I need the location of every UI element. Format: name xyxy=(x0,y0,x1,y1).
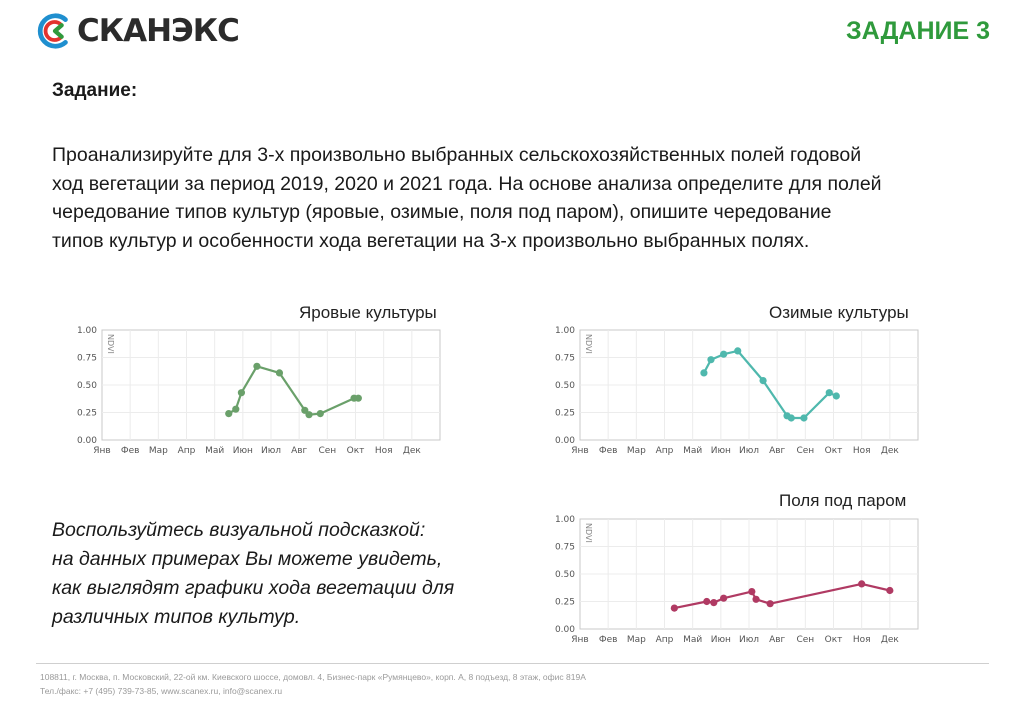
data-point xyxy=(752,596,759,603)
x-tick-label: Мар xyxy=(148,446,168,456)
x-tick-label: Фев xyxy=(120,446,140,456)
x-tick-label: Июл xyxy=(738,446,760,456)
x-tick-label: Май xyxy=(683,635,703,645)
x-tick-label: Май xyxy=(205,446,225,456)
x-tick-label: Дек xyxy=(880,635,899,645)
y-tick-label: 0.50 xyxy=(554,570,575,580)
logo-text: СКАНЭКС xyxy=(77,13,239,49)
y-axis-label: NDVI xyxy=(584,334,593,354)
data-point xyxy=(710,599,717,606)
x-tick-label: Фев xyxy=(598,446,618,456)
data-point xyxy=(225,410,232,417)
y-tick-label: 0.25 xyxy=(76,408,97,419)
data-point xyxy=(720,351,727,358)
y-tick-label: 0.00 xyxy=(76,436,97,446)
x-tick-label: Ноя xyxy=(852,446,871,456)
data-point xyxy=(734,347,741,354)
y-tick-label: 0.50 xyxy=(554,381,575,391)
data-point xyxy=(833,392,840,399)
footer xyxy=(40,670,586,698)
x-tick-label: Фев xyxy=(598,635,618,645)
data-point xyxy=(703,598,710,605)
data-point xyxy=(826,389,833,396)
x-tick-label: Июн xyxy=(710,446,731,456)
hint-line: Воспользуйтесь визуальной подсказкой: xyxy=(52,519,426,541)
chart-title-spring: Яровые культуры xyxy=(299,303,437,322)
x-tick-label: Сен xyxy=(796,446,815,456)
x-tick-label: Июн xyxy=(232,446,253,456)
y-tick-label: 0.75 xyxy=(554,542,575,553)
data-point xyxy=(800,414,807,421)
chart-title-fallow: Поля под паром xyxy=(779,491,907,510)
x-tick-label: Апр xyxy=(655,446,674,456)
x-tick-label: Сен xyxy=(796,635,815,645)
data-point xyxy=(276,369,283,376)
x-tick-label: Янв xyxy=(571,635,589,645)
x-tick-label: Янв xyxy=(93,446,111,456)
scanex-logo-icon xyxy=(36,12,74,50)
task-description xyxy=(52,141,982,255)
chart-title-winter: Озимые культуры xyxy=(769,303,909,322)
data-point xyxy=(788,414,795,421)
y-tick-label: 1.00 xyxy=(554,326,575,336)
x-tick-label: Авг xyxy=(291,446,308,456)
x-tick-label: Июл xyxy=(738,635,760,645)
data-point xyxy=(305,411,312,418)
data-point xyxy=(317,410,324,417)
x-tick-label: Окт xyxy=(346,446,365,456)
y-tick-label: 0.50 xyxy=(76,381,97,391)
task-line: типов культур и особенности хода вегетации на 3-х произвольно выбранных полях. xyxy=(52,229,810,252)
x-tick-label: Сен xyxy=(318,446,337,456)
hint-line: как выглядят графики хода вегетации для xyxy=(52,577,455,599)
y-tick-label: 0.75 xyxy=(76,353,97,364)
x-tick-label: Ноя xyxy=(852,635,871,645)
data-point xyxy=(253,363,260,370)
y-tick-label: 0.00 xyxy=(554,436,575,446)
hint-line: на данных примерах Вы можете увидеть, xyxy=(52,548,443,570)
x-tick-label: Янв xyxy=(571,446,589,456)
data-point xyxy=(707,356,714,363)
footer-address: 108811, г. Москва, п. Московский, 22-ой км. Киевского шоссе, домовл. 4, Бизнес-парк «Румянцево», корп. А, 8 подъезд, 8 этаж, офис 819А xyxy=(40,672,586,682)
x-tick-label: Дек xyxy=(880,446,899,456)
x-tick-label: Окт xyxy=(824,635,843,645)
task-line: чередование типов культур (яровые, озимые, поля под паром), опишите чередование xyxy=(52,201,832,223)
y-tick-label: 1.00 xyxy=(76,326,97,336)
x-tick-label: Авг xyxy=(769,635,786,645)
y-axis-label: NDVI xyxy=(584,523,593,543)
data-point xyxy=(720,595,727,602)
ndvi-chart-winter-crops xyxy=(548,320,928,460)
y-tick-label: 0.25 xyxy=(554,408,575,419)
ndvi-chart-fallow-fields xyxy=(548,509,928,649)
data-point xyxy=(858,580,865,587)
x-tick-label: Мар xyxy=(626,635,646,645)
y-tick-label: 0.00 xyxy=(554,625,575,635)
x-tick-label: Окт xyxy=(824,446,843,456)
task-line: Проанализируйте для 3-х произвольно выбранных сельскохозяйственных полей годовой xyxy=(52,144,862,166)
footer-divider xyxy=(36,663,989,664)
data-point xyxy=(700,369,707,376)
x-tick-label: Июл xyxy=(260,446,282,456)
data-point xyxy=(759,377,766,384)
y-tick-label: 0.25 xyxy=(554,597,575,608)
x-tick-label: Июн xyxy=(710,635,731,645)
x-tick-label: Мар xyxy=(626,446,646,456)
data-point xyxy=(238,389,245,396)
data-point xyxy=(767,600,774,607)
y-tick-label: 0.75 xyxy=(554,353,575,364)
page-title: ЗАДАНИЕ 3 xyxy=(845,17,990,45)
x-tick-label: Авг xyxy=(769,446,786,456)
company-logo xyxy=(36,12,239,50)
x-tick-label: Ноя xyxy=(374,446,393,456)
data-point xyxy=(355,395,362,402)
task-label: Задание: xyxy=(52,80,138,101)
hint-line: различных типов культур. xyxy=(52,606,301,628)
y-axis-label: NDVI xyxy=(106,334,115,354)
data-point xyxy=(748,588,755,595)
x-tick-label: Май xyxy=(683,446,703,456)
visual-hint xyxy=(52,516,454,632)
task-line: ход вегетации за период 2019, 2020 и 2021 года. На основе анализа определите для полей xyxy=(52,172,882,195)
data-point xyxy=(886,587,893,594)
y-tick-label: 1.00 xyxy=(554,515,575,525)
data-point xyxy=(671,605,678,612)
x-tick-label: Апр xyxy=(177,446,196,456)
ndvi-chart-spring-crops xyxy=(70,320,450,460)
footer-contacts: Тел./факс: +7 (495) 739-73-85, www.scanex.ru, info@scanex.ru xyxy=(40,686,283,696)
x-tick-label: Апр xyxy=(655,635,674,645)
data-point xyxy=(232,406,239,413)
x-tick-label: Дек xyxy=(402,446,421,456)
